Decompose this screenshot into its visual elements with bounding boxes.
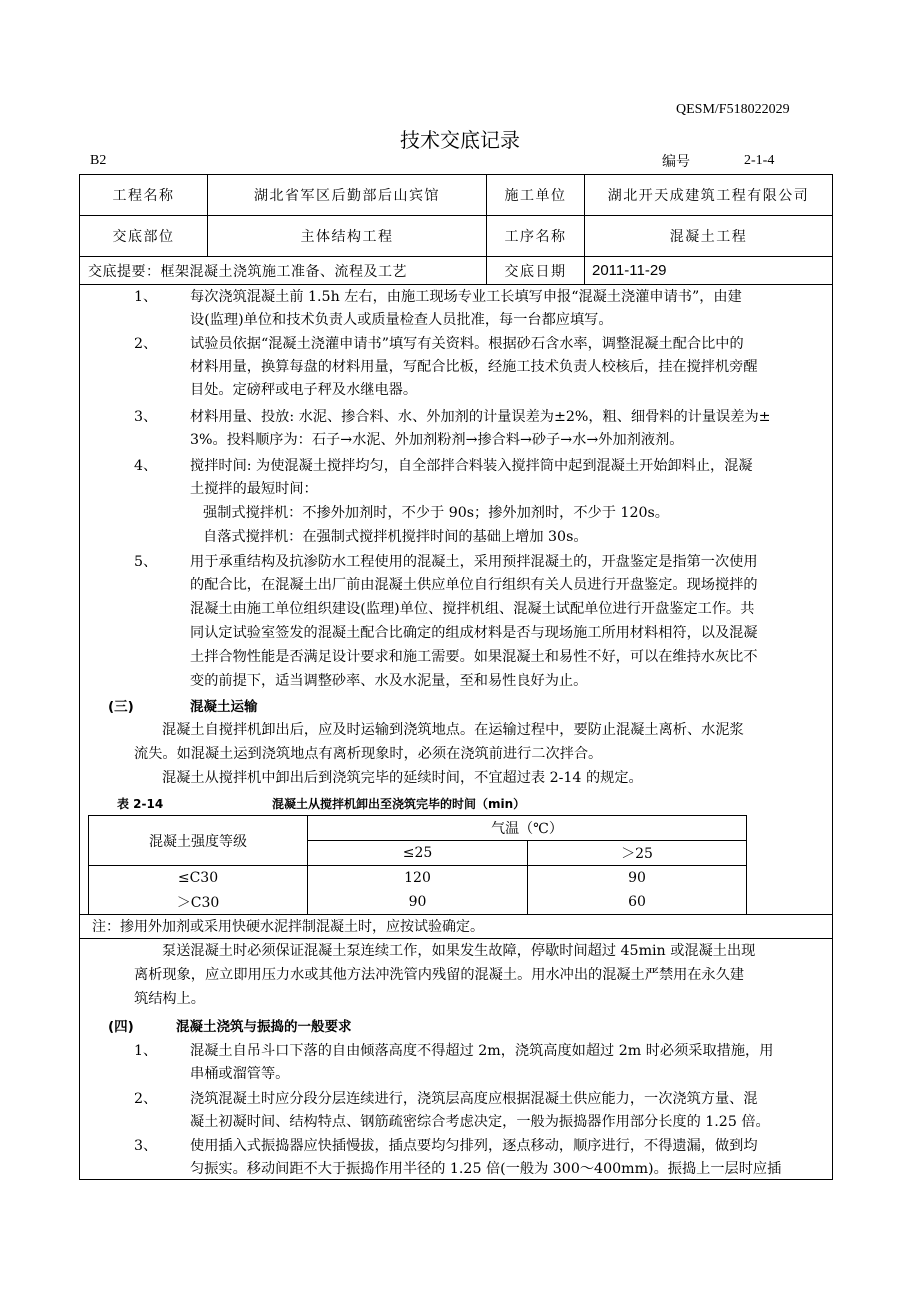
item-text-line: 匀振实。移动间距不大于振捣作用半径的 1.25 倍(一般为 300～400mm)。振捣上一层时应插 (190, 1161, 782, 1177)
table-caption-title: 混凝土从搅拌机卸出至浇筑完毕的时间（min） (272, 797, 526, 811)
pump-text-line: 筑结构上。 (134, 991, 205, 1007)
item-text-line: 混凝土由施工单位组织建设(监理)单位、搅拌机组、混凝土试配单位进行开盘鉴定工作。共 (190, 601, 755, 617)
item-text-line: 材料用量、投放: 水泥、掺合料、水、外加剂的计量误差为±2%，粗、细骨料的计量误差为± (190, 409, 771, 425)
item-number: 2、 (134, 1091, 158, 1107)
contractor-value: 湖北开天成建筑工程有限公司 (607, 188, 810, 204)
mixer-forced-line: 强制式搅拌机：不掺外加剂时，不少于 90s；掺外加剂时，不少于 120s。 (203, 505, 669, 521)
item-text-line: 凝土初凝时间、结构特点、钢筋疏密综合考虑决定，一般为振捣器作用部分长度的 1.25 倍。 (190, 1114, 770, 1130)
item-text-line: 3%。投料顺序为：石子→水泥、外加剂粉剂→掺合料→砂子→水→外加剂液剂。 (190, 432, 684, 448)
table-note: 注：掺用外加剂或采用快硬水泥拌制混凝土时，应按试验确定。 (92, 919, 484, 935)
section-text-line: 混凝土从搅拌机中卸出后到浇筑完毕的延续时间，不宜超过表 2-14 的规定。 (162, 770, 643, 786)
date-label: 交底日期 (504, 263, 567, 280)
item-text-line: 变的前提下，适当调整砂率、水及水泥量，至和易性良好为止。 (190, 673, 588, 689)
table-line (746, 815, 747, 914)
pump-text-line: 泵送混凝土时必须保证混凝土泵连续工作，如果发生故障，停歇时间超过 45min 或混凝土出现 (162, 943, 756, 959)
project-name-value: 湖北省军区后勤部后山宾馆 (254, 188, 440, 204)
item-number: 2、 (134, 336, 158, 352)
table-cell: 90 (628, 870, 646, 886)
item-text-line: 土拌合物性能是否满足设计要求和施工需要。如果混凝土和易性不好，可以在维持水灰比不 (190, 649, 758, 665)
number-label: 编号 (662, 154, 690, 170)
section-number: (四) (108, 1019, 134, 1035)
summary-text: 交底提要：框架混凝土浇筑施工准备、流程及工艺 (88, 263, 407, 280)
process-label: 工序名称 (504, 229, 567, 245)
table-cell: 120 (404, 870, 431, 886)
item-text-line: 混凝土自吊斗口下落的自由倾落高度不得超过 2m，浇筑高度如超过 2m 时必须采取措施，用 (190, 1043, 774, 1059)
table-caption-id: 表 2-14 (117, 797, 164, 811)
process-value: 混凝土工程 (669, 229, 748, 245)
item-text-line: 搅拌时间: 为使混凝土搅拌均匀，自全部拌合料装入搅拌筒中起到混凝土开始卸料止，混凝 (190, 458, 753, 474)
item-text-line: 使用插入式振捣器应快插慢拔，插点要均匀排列，逐点移动，顺序进行，不得遗漏，做到均 (190, 1138, 758, 1154)
item-text-line: 材料用量，换算每盘的材料用量，写配合比板，经施工技术负责人校核后，挂在搅拌机旁醒 (190, 359, 758, 375)
table-line (79, 914, 833, 915)
contractor-label: 施工单位 (504, 188, 567, 204)
number-value: 2-1-4 (744, 153, 775, 168)
grid-line (79, 284, 833, 285)
item-text-line: 用于承重结构及抗渗防水工程使用的混凝土，采用预拌混凝土的，开盘鉴定是指第一次使用 (190, 554, 758, 570)
section-title: 混凝土浇筑与振捣的一般要求 (176, 1019, 352, 1035)
table-header-grade: 混凝土强度等级 (149, 833, 247, 850)
pump-text-line: 离析现象，应立即用压力水或其他方法冲洗管内残留的混凝土。用水冲出的混凝土严禁用在永久建 (134, 967, 745, 983)
item-text-line: 土搅拌的最短时间： (190, 481, 318, 497)
section-text-line: 混凝土自搅拌机卸出后，应及时运输到浇筑地点。在运输过程中，要防止混凝土离析、水泥浆 (162, 722, 744, 738)
table-cell: 90 (408, 894, 427, 910)
form-code: B2 (90, 153, 107, 168)
section-number: (三) (108, 699, 134, 715)
item-number: 1、 (134, 1043, 158, 1059)
part-label: 交底部位 (112, 229, 175, 245)
document-code: QESM/F518022029 (676, 102, 790, 117)
table-cell-grade: ＞C30 (176, 895, 220, 911)
mixer-gravity-line: 自落式搅拌机：在强制式搅拌机搅拌时间的基础上增加 30s。 (203, 529, 588, 545)
table-header-temperature: 气温（℃） (491, 821, 563, 837)
item-text-line: 试验员依据“混凝土浇灌申请书”填写有关资料。根据砂石含水率，调整混凝土配合比中的 (190, 336, 744, 352)
table-line (79, 938, 833, 939)
item-text-line: 设(监理)单位和技术负责人或质量检查人员批准，每一台都应填写。 (190, 312, 613, 328)
table-subheader: ＞25 (621, 846, 653, 862)
table-cell-grade: ≤C30 (177, 870, 219, 886)
item-text-line: 的配合比，在混凝土出厂前由混凝土供应单位自行组织有关人员进行开盘鉴定。现场搅拌的 (190, 577, 758, 593)
item-text-line: 串桶或溜管等。 (190, 1066, 290, 1082)
item-number: 5、 (134, 554, 158, 570)
page-title: 技术交底记录 (400, 128, 520, 152)
item-number: 1、 (134, 289, 158, 305)
project-name-label: 工程名称 (112, 188, 175, 204)
item-text-line: 目处。定磅秤或电子秤及水继电器。 (190, 382, 418, 398)
date-value: 2011-11-29 (592, 262, 667, 279)
table-subheader: ≤25 (402, 845, 433, 861)
item-number: 3、 (134, 1138, 158, 1154)
part-value: 主体结构工程 (300, 229, 394, 245)
item-number: 4、 (134, 458, 158, 474)
item-number: 3、 (134, 409, 158, 425)
item-text-line: 每次浇筑混凝土前 1.5h 左右，由施工现场专业工长填写申报“混凝土浇灌申请书”，由建 (190, 289, 742, 305)
section-title: 混凝土运输 (190, 699, 258, 715)
item-text-line: 浇筑混凝土时应分段分层连续进行，浇筑层高度应根据混凝土供应能力，一次浇筑方量、混 (190, 1091, 758, 1107)
item-text-line: 同认定试验室签发的混凝土配合比确定的组成材料是否与现场施工所用材料相符，以及混凝 (190, 625, 758, 641)
section-text-line: 流失。如混凝土运到浇筑地点有离析现象时，必须在浇筑前进行二次拌合。 (134, 746, 603, 762)
table-cell: 60 (628, 894, 646, 910)
